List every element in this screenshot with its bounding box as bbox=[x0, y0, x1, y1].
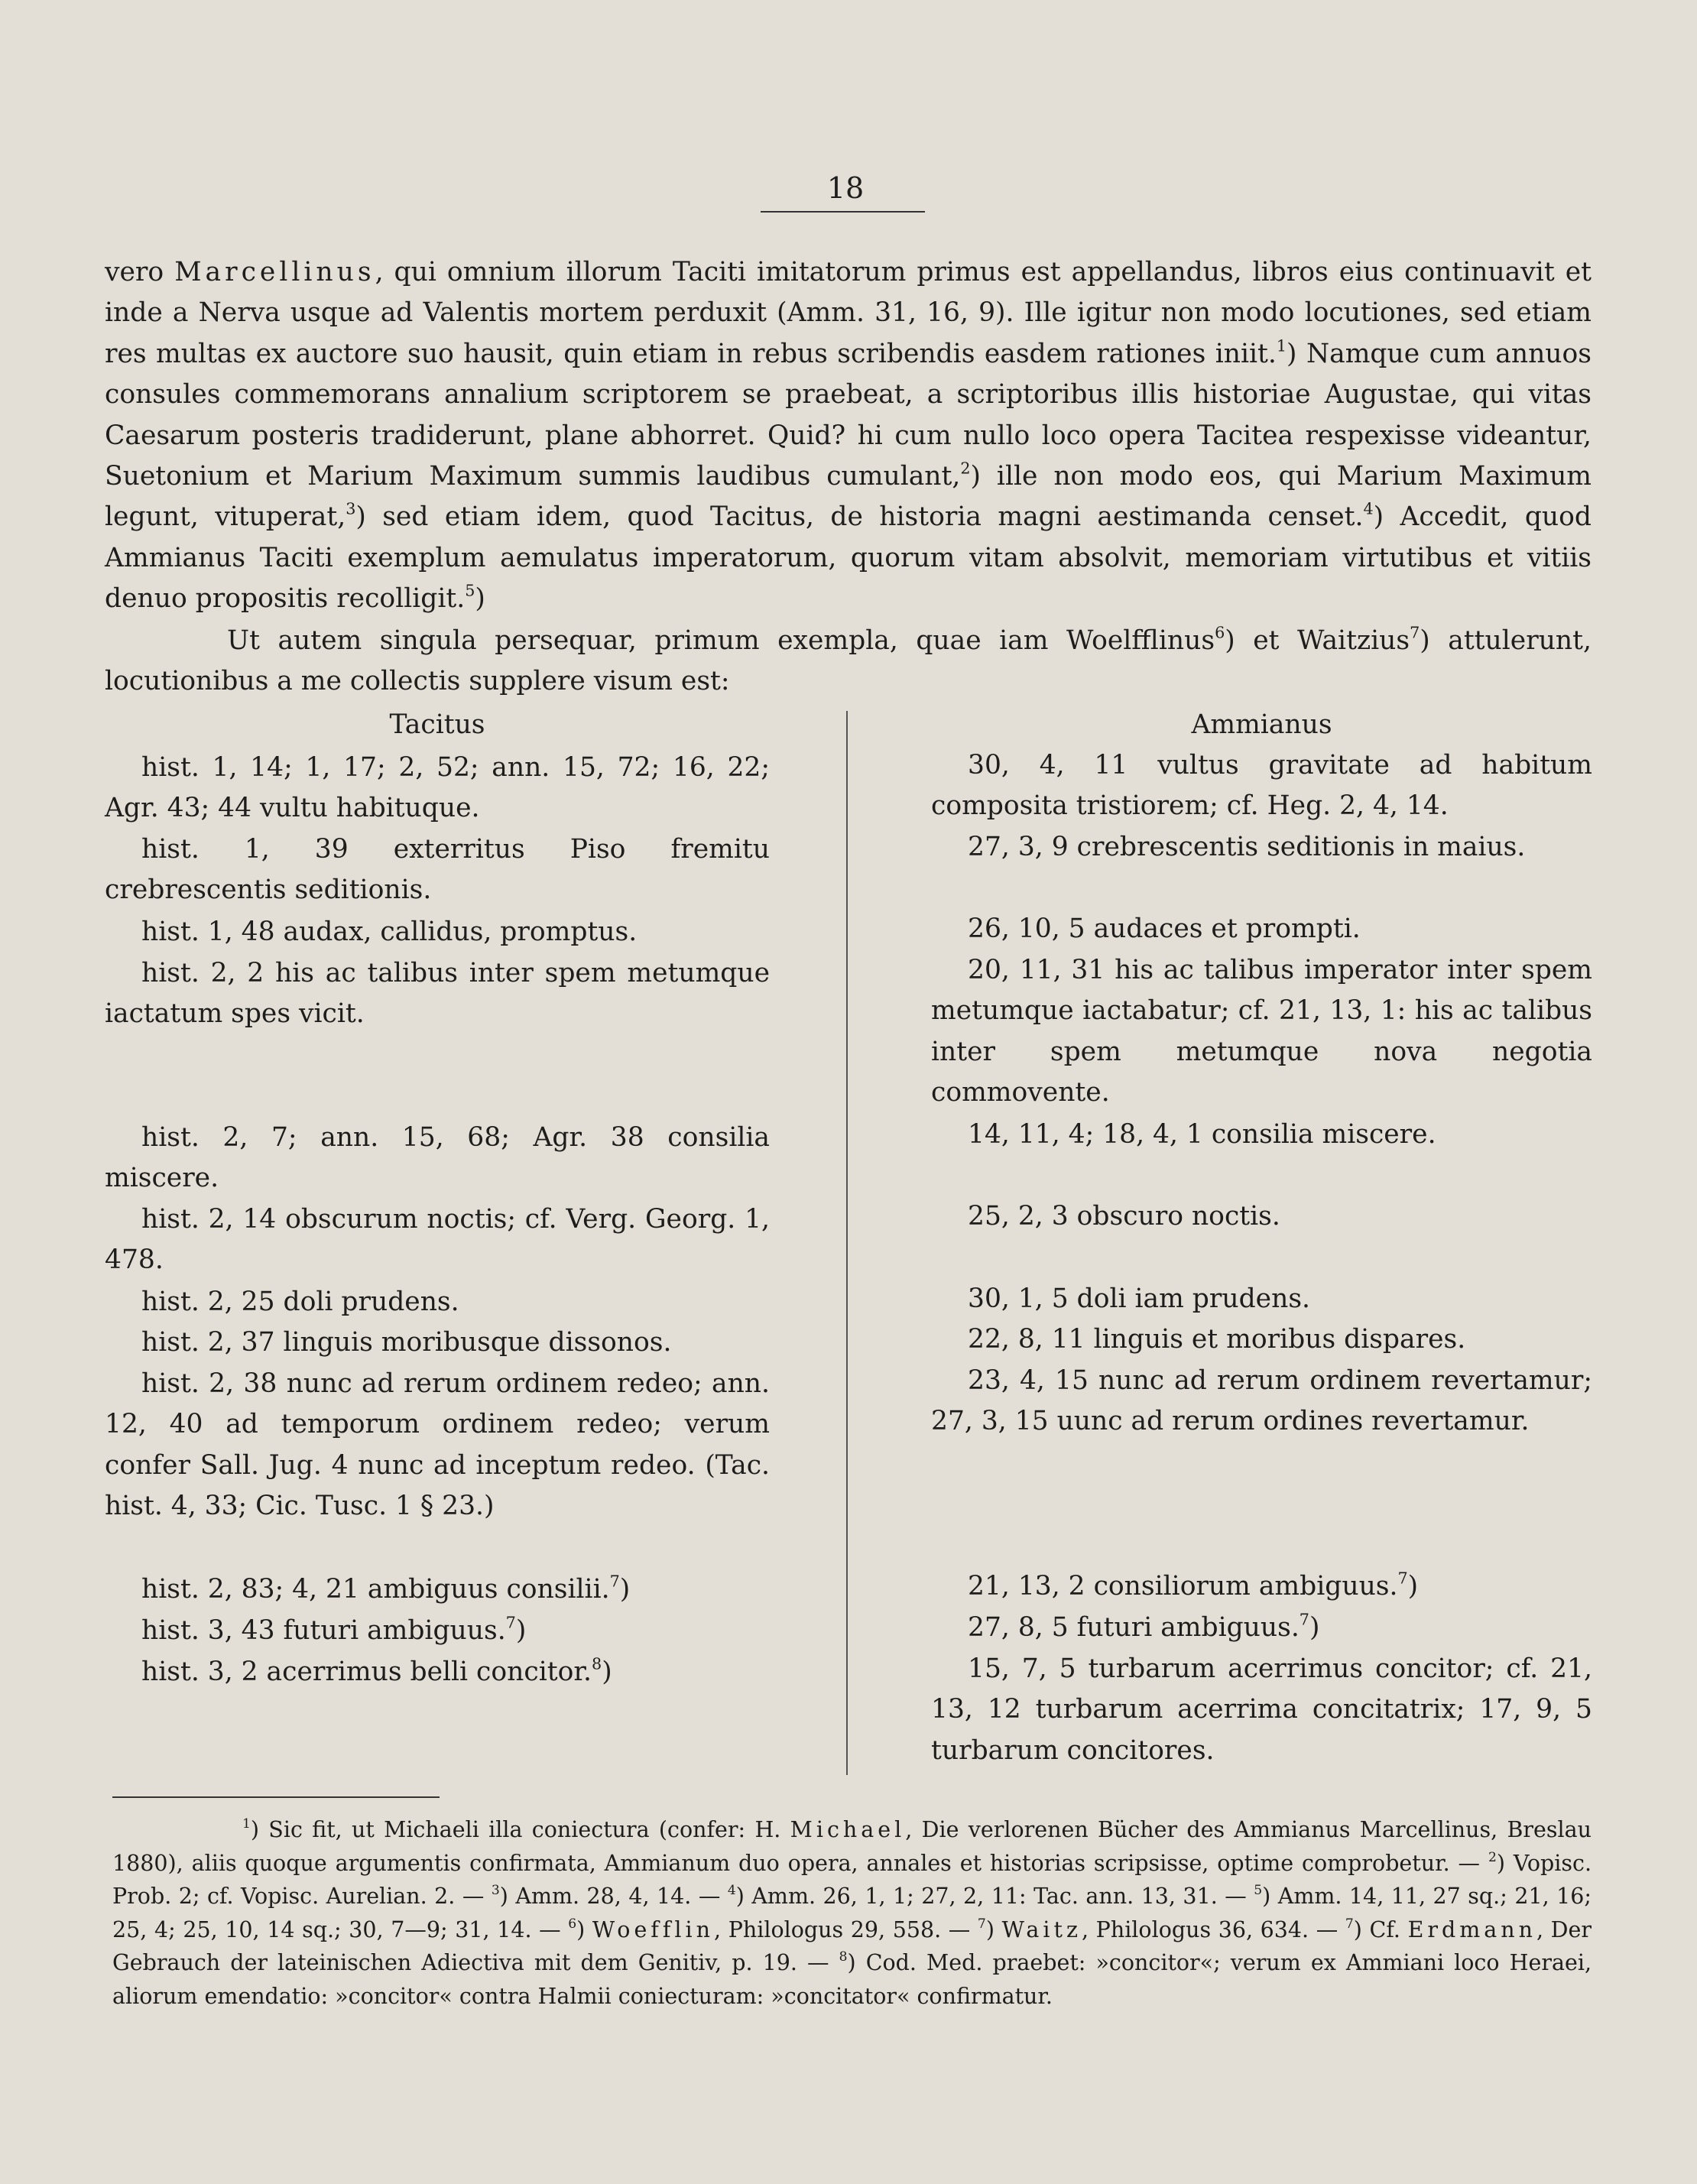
fn-num-2: 2 bbox=[1488, 1849, 1497, 1865]
fn-num-3: 3 bbox=[491, 1883, 500, 1899]
ammianus-entry-8: 22, 8, 11 linguis et moribus dispares. bbox=[968, 1324, 1466, 1355]
p2-text-c: ) attulerunt, locutionibus a me collectis supplere visum est: bbox=[105, 625, 1592, 697]
fn-name-waitz: Waitz bbox=[1001, 1916, 1082, 1942]
tacitus-entry-10-fn: 7 bbox=[609, 1572, 620, 1591]
footnotes bbox=[112, 1813, 1592, 2013]
fn-name-woefflin: Woefflin bbox=[592, 1916, 714, 1942]
fn-num-6: 6 bbox=[568, 1916, 577, 1932]
ammianus-entry-4: 20, 11, 31 his ac talibus imperator inter spem metumque iactabatur; cf. 21, 13, 1: his ac talibus inter spem metumque nova negotia commovente. bbox=[931, 955, 1592, 1108]
fn-text-b: , Die verlorenen Bücher des Ammianus Marcellinus, Breslau 1880), aliis quoque argumentis confirmata, Ammianum duo opera, annales et historias scripsisse, optime comprobetur. — bbox=[112, 1817, 1592, 1876]
tacitus-entry-4: hist. 2, 2 his ac talibus inter spem metumque iactatum spes vicit. bbox=[105, 958, 770, 1030]
fn-text-f: ) Amm. 14, 11, 27 sq.; 21, 16; 25, 4; 25, 10, 14 sq.; 30, 7—9; 31, 14. — bbox=[112, 1884, 1592, 1942]
footnote-ref-1: 1 bbox=[1276, 336, 1287, 355]
ammianus-entry-5: 14, 11, 4; 18, 4, 1 consilia miscere. bbox=[968, 1119, 1436, 1150]
p1-text-f: ) Accedit, quod Ammianus Taciti exemplum aemulatus imperatorum, quorum vitam absolvit, memoriam virtutibus et vitiis denuo propositis recolligit. bbox=[105, 501, 1592, 615]
tacitus-entry-11-fn: 7 bbox=[505, 1613, 516, 1632]
p2-text-a: Ut autem singula persequar, primum exempla, quae iam Woelfflinus bbox=[227, 625, 1215, 656]
tacitus-entry-5: hist. 2, 7; ann. 15, 68; Agr. 38 consilia miscere. bbox=[105, 1122, 770, 1194]
fn-num-1: 1 bbox=[242, 1816, 251, 1832]
ammianus-entry-2: 27, 3, 9 crebrescentis seditionis in maius. bbox=[968, 832, 1526, 862]
p1-text-g: ) bbox=[475, 583, 485, 615]
fn-num-7: 7 bbox=[977, 1916, 986, 1932]
column-header-ammianus: Ammianus bbox=[1191, 709, 1332, 740]
fn-text-g: ) bbox=[576, 1916, 592, 1942]
p1-text-d: ) ille non modo eos, qui Marium Maximum legunt, vituperat, bbox=[105, 461, 1592, 533]
fn-text-j: , Philologus 36, 634. — bbox=[1081, 1916, 1338, 1942]
p1-text-b: , qui omnium illorum Taciti imitatorum primus est appellandus, libros eius continuavit et inde a Nerva usque ad Valentis mortem perduxit (Amm. 31, 16, 9). Ille igitur non modo locutiones, sed etiam res multas ex auctore suo hausit, quin etiam in rebus scribendis easdem rationes iniit. bbox=[105, 257, 1592, 369]
paragraph-2 bbox=[105, 621, 1592, 703]
ammianus-entry-3: 26, 10, 5 audaces et prompti. bbox=[968, 914, 1361, 944]
ammianus-entry-12: 15, 7, 5 turbarum acerrimus concitor; cf. 21, 13, 12 turbarum acerrima concitatrix; 17, 9, 5 turbarum concitores. bbox=[931, 1653, 1592, 1766]
fn-name-erdmann: Erdmann bbox=[1407, 1916, 1536, 1942]
ammianus-entry-1: 30, 4, 11 vultus gravitate ad habitum composita tristiorem; cf. Heg. 2, 4, 14. bbox=[931, 750, 1592, 822]
fn-text-l: , Der Gebrauch der lateinischen Adiectiva mit dem Genitiv, p. 19. — bbox=[112, 1916, 1592, 1975]
tacitus-entry-12-fn: 8 bbox=[592, 1654, 602, 1673]
footnote-ref-7: 7 bbox=[1410, 623, 1420, 642]
column-header-tacitus: Tacitus bbox=[389, 709, 485, 740]
tacitus-entry-12-text: hist. 3, 2 acerrimus belli concitor. bbox=[141, 1657, 592, 1687]
footnote-ref-3: 3 bbox=[346, 499, 356, 518]
paragraph-1 bbox=[105, 252, 1592, 620]
tacitus-entry-11: hist. 3, 43 futuri ambiguus.$^7$) bbox=[141, 1613, 527, 1646]
ammianus-entry-10-text: 21, 13, 2 consiliorum ambiguus. bbox=[968, 1571, 1398, 1601]
fn-text-c: ) Vopisc. Prob. 2; cf. Vopisc. Aurelian. 2. — bbox=[112, 1850, 1592, 1909]
fn-num-8: 8 bbox=[839, 1949, 848, 1965]
ammianus-entry-11: 27, 8, 5 futuri ambiguus.$^7$) bbox=[968, 1610, 1320, 1643]
footnote-rule bbox=[112, 1796, 440, 1798]
fn-text-a: ) Sic fit, ut Michaeli illa coniectura (confer: H. bbox=[250, 1817, 790, 1842]
fn-num-7b: 7 bbox=[1345, 1916, 1354, 1932]
ammianus-entry-10: 21, 13, 2 consiliorum ambiguus.$^7$) bbox=[968, 1569, 1419, 1601]
tacitus-entry-10: hist. 2, 83; 4, 21 ambiguus consilii.$^7$) bbox=[141, 1572, 631, 1605]
page-number-rule bbox=[761, 211, 925, 213]
footnote-ref-6: 6 bbox=[1215, 623, 1225, 642]
fn-num-4: 4 bbox=[727, 1883, 736, 1899]
tacitus-entry-10-text: hist. 2, 83; 4, 21 ambiguus consilii. bbox=[141, 1574, 610, 1605]
column-divider bbox=[846, 711, 848, 1775]
ammianus-entry-10-fn: 7 bbox=[1397, 1569, 1408, 1588]
p1-text-a: vero bbox=[105, 257, 175, 287]
footnote-ref-2: 2 bbox=[960, 459, 971, 478]
ammianus-entry-7: 30, 1, 5 doli iam prudens. bbox=[968, 1283, 1310, 1314]
ammianus-entry-9: 23, 4, 15 nunc ad rerum ordinem revertamur; 27, 3, 15 uunc ad rerum ordines revertamur. bbox=[931, 1365, 1592, 1437]
p1-text-e: ) sed etiam idem, quod Tacitus, de historia magni aestimanda censet. bbox=[355, 501, 1364, 533]
tacitus-entry-9: hist. 2, 38 nunc ad rerum ordinem redeo; ann. 12, 40 ad temporum ordinem redeo; verum confer Sall. Jug. 4 nunc ad inceptum redeo. (Tac. hist. 4, 33; Cic. Tusc. 1 § 23.) bbox=[105, 1368, 770, 1522]
ammianus-entry-11-fn: 7 bbox=[1299, 1610, 1309, 1629]
fn-text-i: ) bbox=[985, 1916, 1002, 1942]
p1-name-marcellinus: Marcellinus bbox=[174, 257, 375, 287]
fn-text-d: ) Amm. 28, 4, 14. — bbox=[499, 1884, 721, 1909]
footnote-ref-4: 4 bbox=[1363, 499, 1374, 518]
p1-text-c: ) Namque cum annuos consules commemorans annalium scriptorem se praebeat, a scriptoribus illis historiae Augustae, qui vitas Caesarum posteris tradiderunt, plane abhorret. Quid? hi cum nullo loco opera Tacitea respexisse videantur, Suetonium et Marium Maximum summis laudibus cumulant, bbox=[105, 338, 1592, 492]
fn-text-e: ) Amm. 26, 1, 1; 27, 2, 11: Tac. ann. 13, 31. — bbox=[735, 1884, 1247, 1909]
tacitus-entry-3: hist. 1, 48 audax, callidus, promptus. bbox=[141, 917, 638, 947]
tacitus-entry-7: hist. 2, 25 doli prudens. bbox=[141, 1287, 459, 1317]
tacitus-entry-6: hist. 2, 14 obscurum noctis; cf. Verg. Georg. 1, 478. bbox=[105, 1204, 770, 1276]
footnote-ref-5: 5 bbox=[465, 581, 475, 600]
ammianus-entry-11-text: 27, 8, 5 futuri ambiguus. bbox=[968, 1612, 1300, 1643]
fn-text-k: ) Cf. bbox=[1353, 1916, 1408, 1942]
page-number: 18 bbox=[826, 171, 865, 205]
ammianus-entry-6: 25, 2, 3 obscuro noctis. bbox=[968, 1201, 1280, 1232]
fn-text-m: ) Cod. Med. praebet: »concitor«; verum ex Ammiani loco Heraei, aliorum emendatio: »concitor« contra Halmii coniecturam: »concitator« confirmatur. bbox=[112, 1950, 1592, 2009]
p2-text-b: ) et Waitzius bbox=[1225, 625, 1410, 656]
fn-name-michael: Michael bbox=[790, 1817, 906, 1842]
tacitus-entry-12: hist. 3, 2 acerrimus belli concitor.$^8$) bbox=[141, 1654, 612, 1687]
tacitus-entry-8: hist. 2, 37 linguis moribusque dissonos. bbox=[141, 1327, 672, 1358]
fn-num-5: 5 bbox=[1254, 1883, 1263, 1899]
tacitus-entry-2: hist. 1, 39 exterritus Piso fremitu crebrescentis seditionis. bbox=[105, 834, 770, 906]
fn-text-h: , Philologus 29, 558. — bbox=[714, 1916, 971, 1942]
tacitus-entry-11-text: hist. 3, 43 futuri ambiguus. bbox=[141, 1615, 506, 1646]
tacitus-entry-1: hist. 1, 14; 1, 17; 2, 52; ann. 15, 72; 16, 22; Agr. 43; 44 vultu habituque. bbox=[105, 752, 770, 824]
